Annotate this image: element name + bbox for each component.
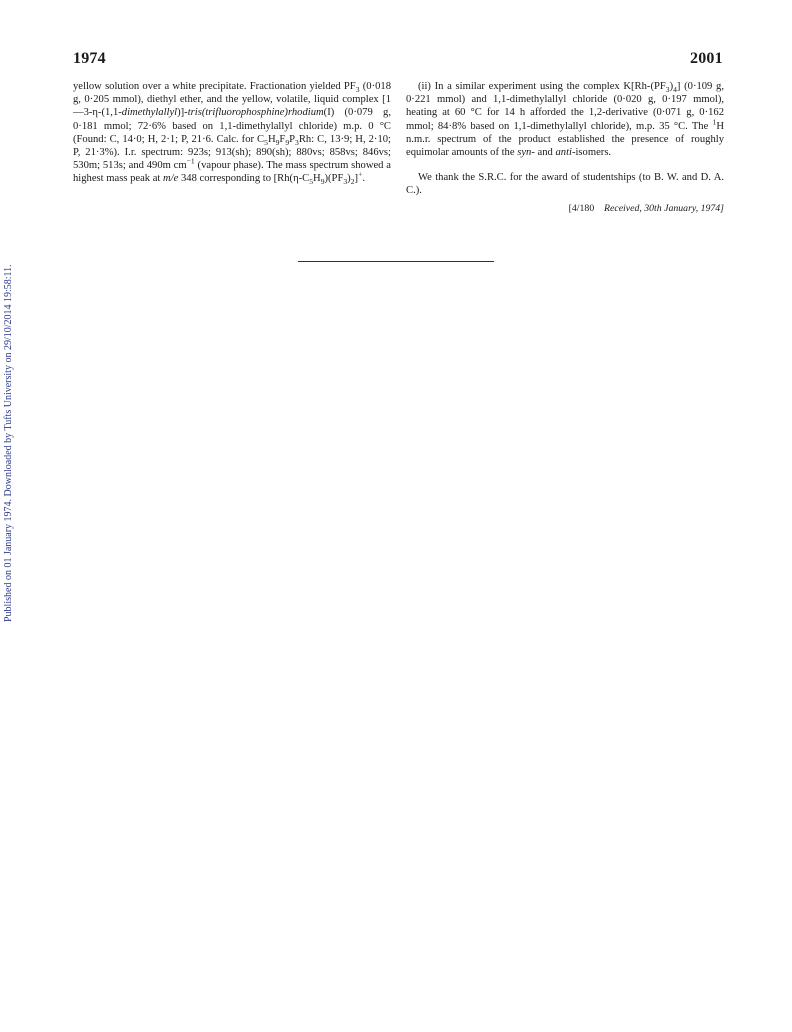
experimental-paragraph: yellow solution over a white precipitate. Fractionation yielded $PF_3$ (0·018 g, 0·205 mmol), diethyl ether, and the yellow, volatile, liquid complex [1—3-η-(1,1-dimethylallyl)]-tris(trifluorophosphine)rhodium(I) (0·079 g, 0·181 mmol; 72·6% based on 1,1-dimethylallyl chloride) m.p. 0 °C (Found: C, 14·0; H, 2·1; P, 21·6. Calc. for $C_5H_9F_9P_3Rh$: C, 13·9; H, 2·10; P, 21·3%). I.r. spectrum: 923s; 913(sh); 890(sh); 880vs; 858vs; 846vs; 530m; 513s; and 490m $cm^{-1}$ (vapour phase). The mass spectrum showed a highest mass peak at m/e 348 corresponding to $[Rh(\eta-C_5H_9)(PF_3)_2]^+$. (73, 81, 391, 187)
left-column (73, 80, 391, 186)
received-line (406, 202, 724, 215)
page-number-right: 2001 (690, 50, 723, 67)
acknowledgement-paragraph: We thank the S.R.C. for the award of studentships (to B. W. and D. A. C.). (406, 172, 724, 197)
publication-watermark: Published on 01 January 1974. Downloaded by Tufts University on 29/10/2014 19:58:11. (3, 264, 14, 622)
right-column (406, 80, 724, 215)
reference-code: [4/180 (568, 202, 595, 214)
page-number-left: 1974 (73, 50, 106, 67)
received-date: Received, 30th January, 1974] (604, 202, 724, 214)
section-divider (298, 261, 494, 262)
experimental-paragraph-ii: (ii) In a similar experiment using the complex $K[Rh-(PF_3)_4]$ (0·109 g, 0·221 mmol) and 1,1-dimethylallyl chloride (0·020 g, 0·197 mmol), heating at 60 °C for 14 h afforded the 1,2-derivative (0·071 g, 0·162 mmol; 84·8% based on 1,1-dimethylallyl chloride), m.p. 35 °C. The $^1$H n.m.r. spectrum of the product established the presence of roughly equimolar amounts of the syn- and anti-isomers. (406, 81, 724, 159)
